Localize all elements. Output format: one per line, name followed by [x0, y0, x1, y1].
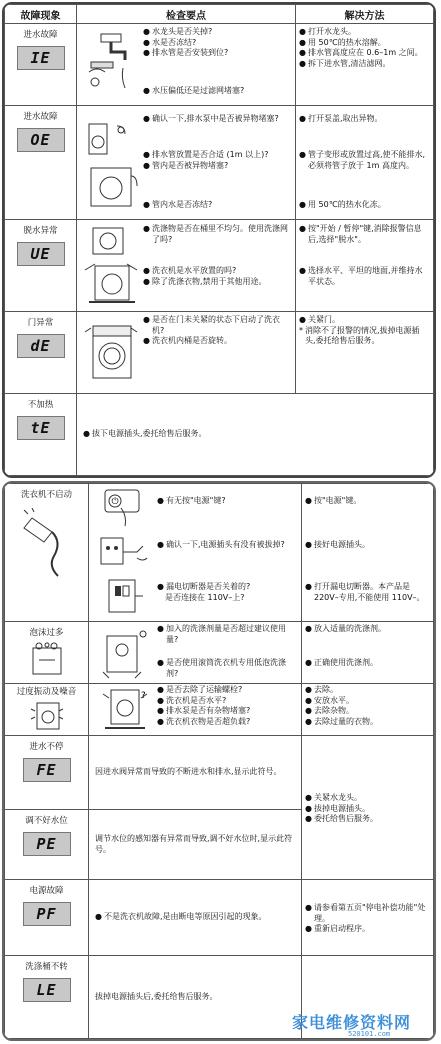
fault-name: 洗衣机不启动	[20, 490, 72, 500]
fault-table-2	[2, 481, 436, 1041]
solution-item: 去除。	[313, 685, 338, 694]
wall-socket-icon	[99, 536, 155, 570]
unbalanced-load-icon	[83, 226, 139, 306]
check-item: 是否使用滚筒洗衣机专用低泡洗涤剂?	[165, 658, 286, 678]
description-text: 因进水阀异常而导致的不断进水和排水,显示此符号。	[95, 767, 282, 777]
watermark-logo: 家电维修资料网	[292, 1013, 412, 1032]
solution-item: 消除不了报警的情况,拔掉电源插头,委托给售后服务。	[305, 325, 420, 346]
faucet-icon	[83, 32, 139, 92]
solution-item: 用 50℃的热水化冻。	[307, 200, 386, 209]
fault-name: 调不好水位	[25, 816, 68, 826]
solution-item: 安放水平。	[313, 695, 354, 705]
solution-item: 正确使用洗涤剂。	[313, 658, 378, 667]
check-item: 水是否冻结?	[151, 37, 197, 47]
error-code-display: PE	[23, 832, 71, 856]
error-code-display: UE	[17, 242, 65, 266]
fault-name: 进水故障	[23, 30, 58, 40]
error-code-display: tE	[17, 416, 65, 440]
error-code-display: OE	[17, 128, 65, 152]
fault-name: 泡沫过多	[29, 628, 64, 638]
fault-name: 进水故障	[23, 112, 58, 122]
error-code-display: dE	[17, 334, 65, 358]
fault-name: 不加热	[27, 400, 54, 410]
detergent-box-icon	[27, 642, 67, 676]
check-item: 确认一下,电源插头有没有被拔掉?	[165, 540, 285, 549]
check-item: 洗衣机内桶是否旋转。	[151, 336, 232, 346]
washer-drain-icon	[83, 120, 139, 210]
table-row: 进水故障 IE ● 水龙头是否关掉? ● 水是否冻结? ● 排水管是否安装到位? ● 水压偏低还是过滤网堵塞? ● 打开水龙头。 ● 用 50℃的热水溶解。 ● 排水管高度应在 0.6–1m 之间。 ● 拆下进水管,清洁滤网。	[5, 24, 434, 106]
solution-item: 打开漏电切断器。本产品是 220V–专用,不能使用 110V–。	[313, 582, 425, 602]
check-item: 确认一下,排水泵中是否被异物堵塞?	[151, 114, 279, 123]
check-item: 管内水是否冻结?	[151, 200, 213, 209]
error-code-display: LE	[23, 978, 71, 1002]
table-row: 进水不停 FE 因进水阀异常而导致的不断进水和排水,显示此符号。 ● 关紧水龙头。 ● 拔掉电源插头。 ● 委托给售后服务。	[5, 736, 434, 810]
watermark-url: 520101.com	[348, 1030, 391, 1038]
check-item: 洗衣机衣物是否超负载?	[165, 716, 251, 726]
solution-item: 管子变形或放置过高,使不能排水,必须将管子放于 1m 高度内。	[307, 150, 426, 170]
error-code-display: IE	[17, 46, 65, 70]
solution-item: 委托给售后服务。	[313, 814, 378, 824]
washer-door-icon	[83, 318, 139, 384]
solution-item: 拆下进水管,清洁滤网。	[307, 58, 391, 68]
check-item: 漏电切断器是否关着的?	[165, 582, 251, 591]
solution-item: 关紧水龙头。	[313, 793, 362, 803]
description-text: 调节水位的感知器有异常而导致,调不好水位时,显示此符号。	[95, 833, 293, 854]
check-item: 洗衣机是否水平?	[165, 695, 227, 705]
solution-item: 选择水平、平坦的地面,并维持水平状态。	[307, 266, 423, 286]
table-row: 泡沫过多 ● 加入的洗涤剂量是否超过建议使用量? ● 是否使用滚筒洗衣机专用低泡洗涤剂? ● 放入适量的洗涤剂。 ● 正确使用洗涤剂。	[5, 622, 434, 684]
check-item: 排水管是否安装到位?	[151, 48, 229, 58]
error-code-display: FE	[23, 758, 71, 782]
solution-item: 重新启动程序。	[313, 924, 370, 934]
description-text: 拔掉电源插头后,委托给售后服务。	[95, 991, 218, 1001]
table-row: 过度振动及噪音 ? ● 是否去除了运输螺栓? ● 洗衣机是否水平? ● 排水泵是否有杂物堵塞? ● 洗衣机衣物是否超负载? ● 去除。 ● 安放水平。 ● 去除杂物。 ● 去除过量的衣物。	[5, 684, 434, 736]
solution-item: 按"开始 / 暂停"键,消除报警信息后,选择"脱水"。	[307, 224, 422, 244]
check-item: 排水泵是否有杂物堵塞?	[165, 706, 251, 716]
check-item: 除了洗涤衣物,禁用于其他用途。	[151, 276, 267, 286]
table-row: 电源故障 PF ● 不是洗衣机故障,是由断电等原因引起的现象。 ● 请参看第五页"停电补偿功能"处理。 ● 重新启动程序。	[5, 880, 434, 956]
check-item: 排水管放置是否合适 (1m 以上)?	[151, 150, 269, 159]
check-item: 是否去除了运输螺栓?	[165, 685, 243, 694]
solution-item: 拔掉电源插头。	[313, 803, 370, 813]
check-item: 加入的洗涤剂量是否超过建议使用量?	[165, 624, 286, 644]
table-row: 洗衣机不启动 ⏻ ● 有无按"电源"键? ● 确认一下,电源插头有没有被拔掉? ● 漏电切断器是否关着的? 是否连接在 110V–上? ● 按"电源"键。 ● 接好电源插头。 ● 打开漏电切断器。本产品是 220V–专用,不能使用 110V–。	[5, 484, 434, 622]
check-item: 管内是否被异物堵塞?	[151, 160, 229, 170]
check-item: 水压偏低还是过滤网堵塞?	[151, 86, 245, 95]
solution-item: 放入适量的洗涤剂。	[313, 624, 386, 633]
shaking-washer-icon	[27, 699, 67, 733]
solution-item: 打开泵盖,取出异物。	[307, 114, 383, 123]
table-header	[5, 5, 434, 24]
fault-name: 脱水异常	[23, 226, 58, 236]
solution-item: 关紧门。	[307, 315, 340, 324]
fault-name: 门异常	[27, 318, 54, 328]
circuit-breaker-icon	[103, 576, 159, 616]
svg-text:?: ?	[141, 691, 146, 701]
fault-name: 电源故障	[29, 886, 64, 896]
solution-item: 打开水龙头。	[307, 27, 356, 36]
solution-item: 请参看第五页"停电补偿功能"处理。	[313, 903, 426, 923]
washer-bolts-icon	[99, 686, 155, 732]
solution-item: 接好电源插头。	[313, 540, 370, 549]
fault-table-1	[2, 2, 436, 478]
header-fault: 故障现象	[5, 5, 77, 24]
table-row: 不加热 tE ● 拔下电源插头,委托给售后服务。	[5, 394, 434, 476]
header-solution: 解决方法	[296, 5, 434, 24]
check-item: 有无按"电源"键?	[165, 496, 226, 505]
check-item: 是否连接在 110V–上?	[165, 592, 245, 602]
power-symbol: ⏻	[111, 497, 119, 507]
table-row: 门异常 dE ● 是否在门未关紧的状态下启动了洗衣机? ● 洗衣机内桶是否旋转。 ● 关紧门。 * 消除不了报警的情况,拔掉电源插头,委托给售后服务。	[5, 312, 434, 394]
description-text: 不是洗衣机故障,是由断电等原因引起的现象。	[103, 912, 267, 922]
check-item: 水龙头是否关掉?	[151, 27, 213, 36]
check-item: 洗衣机是水平放置的吗?	[151, 266, 237, 275]
power-plug-icon	[22, 508, 72, 578]
check-item: 洗涤物是否在桶里不均匀。使用洗涤网了吗?	[151, 224, 288, 244]
header-check: 检查要点	[77, 5, 296, 24]
solution-item: 按"电源"键。	[313, 496, 362, 505]
power-button-icon	[103, 488, 159, 528]
solution-item: 去除过量的衣物。	[313, 716, 378, 726]
table-row: 脱水异常 UE ● 洗涤物是否在桶里不均匀。使用洗涤网了吗? ● 洗衣机是水平放置的吗? ● 除了洗涤衣物,禁用于其他用途。 ● 按"开始 / 暂停"键,消除报警信息后,选择"脱水"。 ● 选择水平、平坦的地面,并维持水平状态。	[5, 220, 434, 312]
solution-item: 用 50℃的热水溶解。	[307, 37, 386, 47]
fault-name: 进水不停	[29, 742, 64, 752]
solution-item: 排水管高度应在 0.6–1m 之间。	[307, 48, 423, 58]
table-row: 进水故障 OE ● 确认一下,排水泵中是否被异物堵塞? ● 排水管放置是否合适 (1m 以上)? ● 管内是否被异物堵塞? ● 管内水是否冻结? ● 打开泵盖,取出异物。 ● 管子变形或放置过高,使不能排水,必须将管子放于 1m 高度内。 ● 用 50℃的热水化冻。	[5, 106, 434, 220]
check-item: 拔下电源插头,委托给售后服务。	[91, 429, 207, 439]
fault-name: 洗涤桶不转	[25, 962, 68, 972]
fault-name: 过度振动及噪音	[16, 687, 77, 697]
check-item: 是否在门未关紧的状态下启动了洗衣机?	[151, 315, 280, 335]
detergent-figure-icon	[99, 626, 155, 680]
solution-item: 去除杂物。	[313, 706, 354, 716]
error-code-display: PF	[23, 902, 71, 926]
